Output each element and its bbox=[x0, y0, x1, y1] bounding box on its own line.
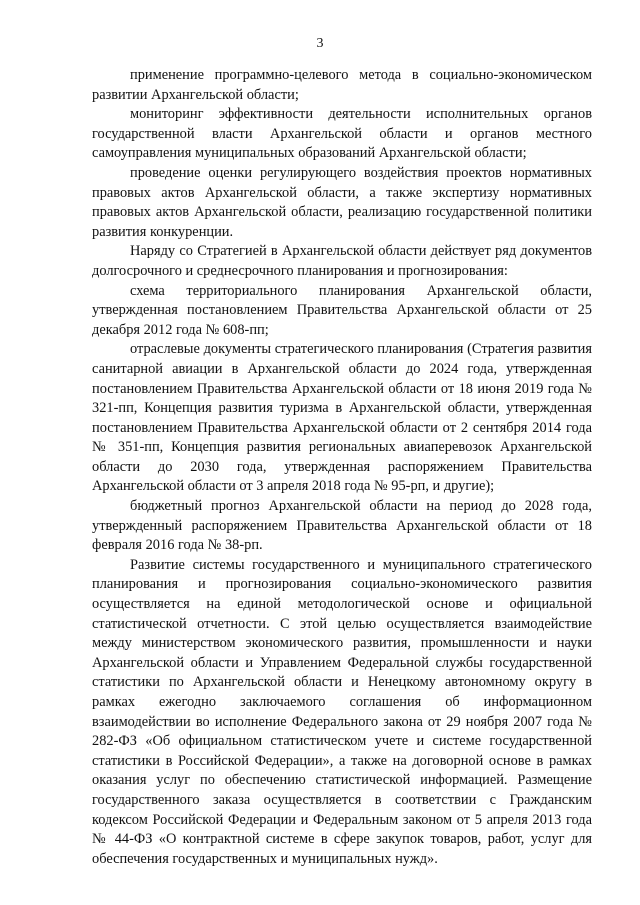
paragraph-territorial-scheme: схема территориального планирования Архангельской области, утвержденная постановлением Правительства Архангельской области от 25 декабря 2012 года № 608-пп; bbox=[92, 282, 592, 338]
paragraph-budget-forecast: бюджетный прогноз Архангельской области на период до 2028 года, утвержденный распоряжением Правительства Архангельской области от 18 февраля 2016 года № 38-рп. bbox=[92, 498, 592, 554]
paragraph-monitoring: мониторинг эффективности деятельности исполнительных органов государственной власти Архангельской области и органов местного самоуправления муниципальных образований Архангельской области; bbox=[92, 106, 592, 162]
page-number: 3 bbox=[316, 36, 324, 51]
paragraph-statistics-cooperation: Развитие системы государственного и муниципального стратегического планирования и прогнозирования социально-экономического развития осуществляется на единой методологической основе и официальной статистической отчетности. С этой целью осуществляется взаимодействие между министерством экономического развития, промышленности и науки Архангельской области и Управлением Федеральной службы государственной статистики по Архангельской области и Ненецкому автономному округу в рамках ежегодно заключаемого соглашения об информационном взаимодействии во исполнение Федерального закона от 29 ноября 2007 года № 282-ФЗ «Об официальном статистическом учете и системе государственной статистики в Российской Федерации», а также на договорной основе в рамках оказания услуг по обеспечению статистической информацией. Размещение государственного заказа осуществляется в соответствии с Гражданским кодексом Российской Федерации и Федеральным законом от 5 апреля 2013 года № 44-ФЗ «О контрактной системе в сфере закупок товаров, работ, услуг для обеспечения государственных и муниципальных нужд». bbox=[92, 556, 592, 867]
paragraph-sectoral-documents: отраслевые документы стратегического планирования (Стратегия развития санитарной авиации в Архангельской области до 2024 года, утвержденная постановлением Правительства Архангельской области от 18 июня 2019 года № 321-пп, Концепция развития туризма в Архангельской области, утвержденная постановлением Правительства Архангельской области от 2 сентября 2014 года № 351-пп, Концепция развития региональных авиаперевозок Архангельской области до 2030 года, утвержденная распоряжением Правительства Архангельской области от 3 апреля 2018 года № 95-рп, и другие); bbox=[92, 341, 592, 495]
paragraph-program-target-method: применение программно-целевого метода в социально-экономическом развитии Архангельской области; bbox=[92, 67, 592, 103]
document-body bbox=[92, 66, 592, 869]
paragraph-planning-documents-intro: Наряду со Стратегией в Архангельской области действует ряд документов долгосрочного и среднесрочного планирования и прогнозирования: bbox=[92, 243, 592, 279]
paragraph-regulatory-assessment: проведение оценки регулирующего воздействия проектов нормативных правовых актов Архангельской области, а также экспертизу нормативных правовых актов Архангельской области, реализацию государственной политики развития конкуренции. bbox=[92, 164, 592, 240]
